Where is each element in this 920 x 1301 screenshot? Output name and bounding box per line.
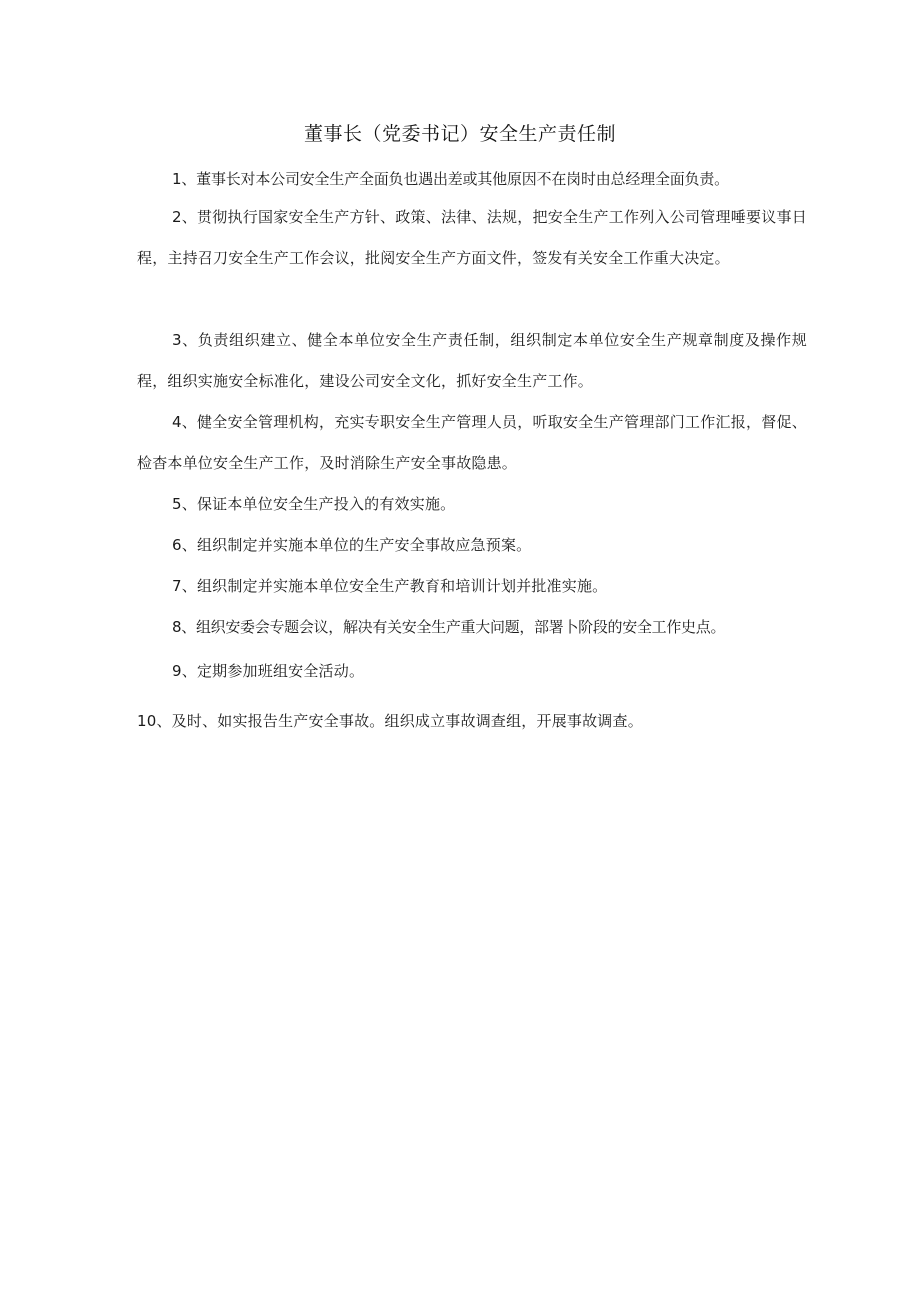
document-title: 董事长（党委书记）安全生产责任制 [303, 123, 616, 145]
clause-8: 8、组织安委会专题会议，解决有关安全生产重大问题，部署卜阶段的安全工作史点。 [172, 618, 726, 636]
clause-6: 6、组织制定并实施本单位的生产安全事故应急预案。 [172, 536, 532, 554]
clause-4: 4、健全安全管理机构，充实专职安全生产管理人员，听取安全生产管理部门工作汇报，督促、检杳本单位安全生产工作，及时消除生产安全事故隐患。 [137, 413, 807, 472]
clause-5: 5、保证本单位安全生产投入的有效实施。 [172, 495, 456, 513]
clause-7: 7、组织制定并实施本单位安全生产教育和培训计划并批准实施。 [172, 577, 608, 595]
clause-1: 1、董事长对本公司安全生产全面负也遇出差或其他原因不在岗时由总经理全面负责。 [172, 170, 729, 188]
clause-9: 9、定期参加班组安全活动。 [172, 662, 365, 680]
clause-3: 3、负责组织建立、健全本单位安全生产责任制，组织制定本单位安全生产规章制度及操作规程，组织实施安全标准化，建设公司安全文化，抓好安全生产工作。 [137, 331, 807, 390]
clause-10: 10、及时、如实报告生产安全事故。组织成立事故调查组，开展事故调查。 [137, 712, 643, 730]
clause-2: 2、贯彻执行国家安全生产方针、政策、法律、法规，把安全生产工作列入公司管理唾要议事日程，主持召刀安全生产工作会议，批阅安全生产方面文件，签发有关安全工作重大决定。 [137, 208, 807, 267]
